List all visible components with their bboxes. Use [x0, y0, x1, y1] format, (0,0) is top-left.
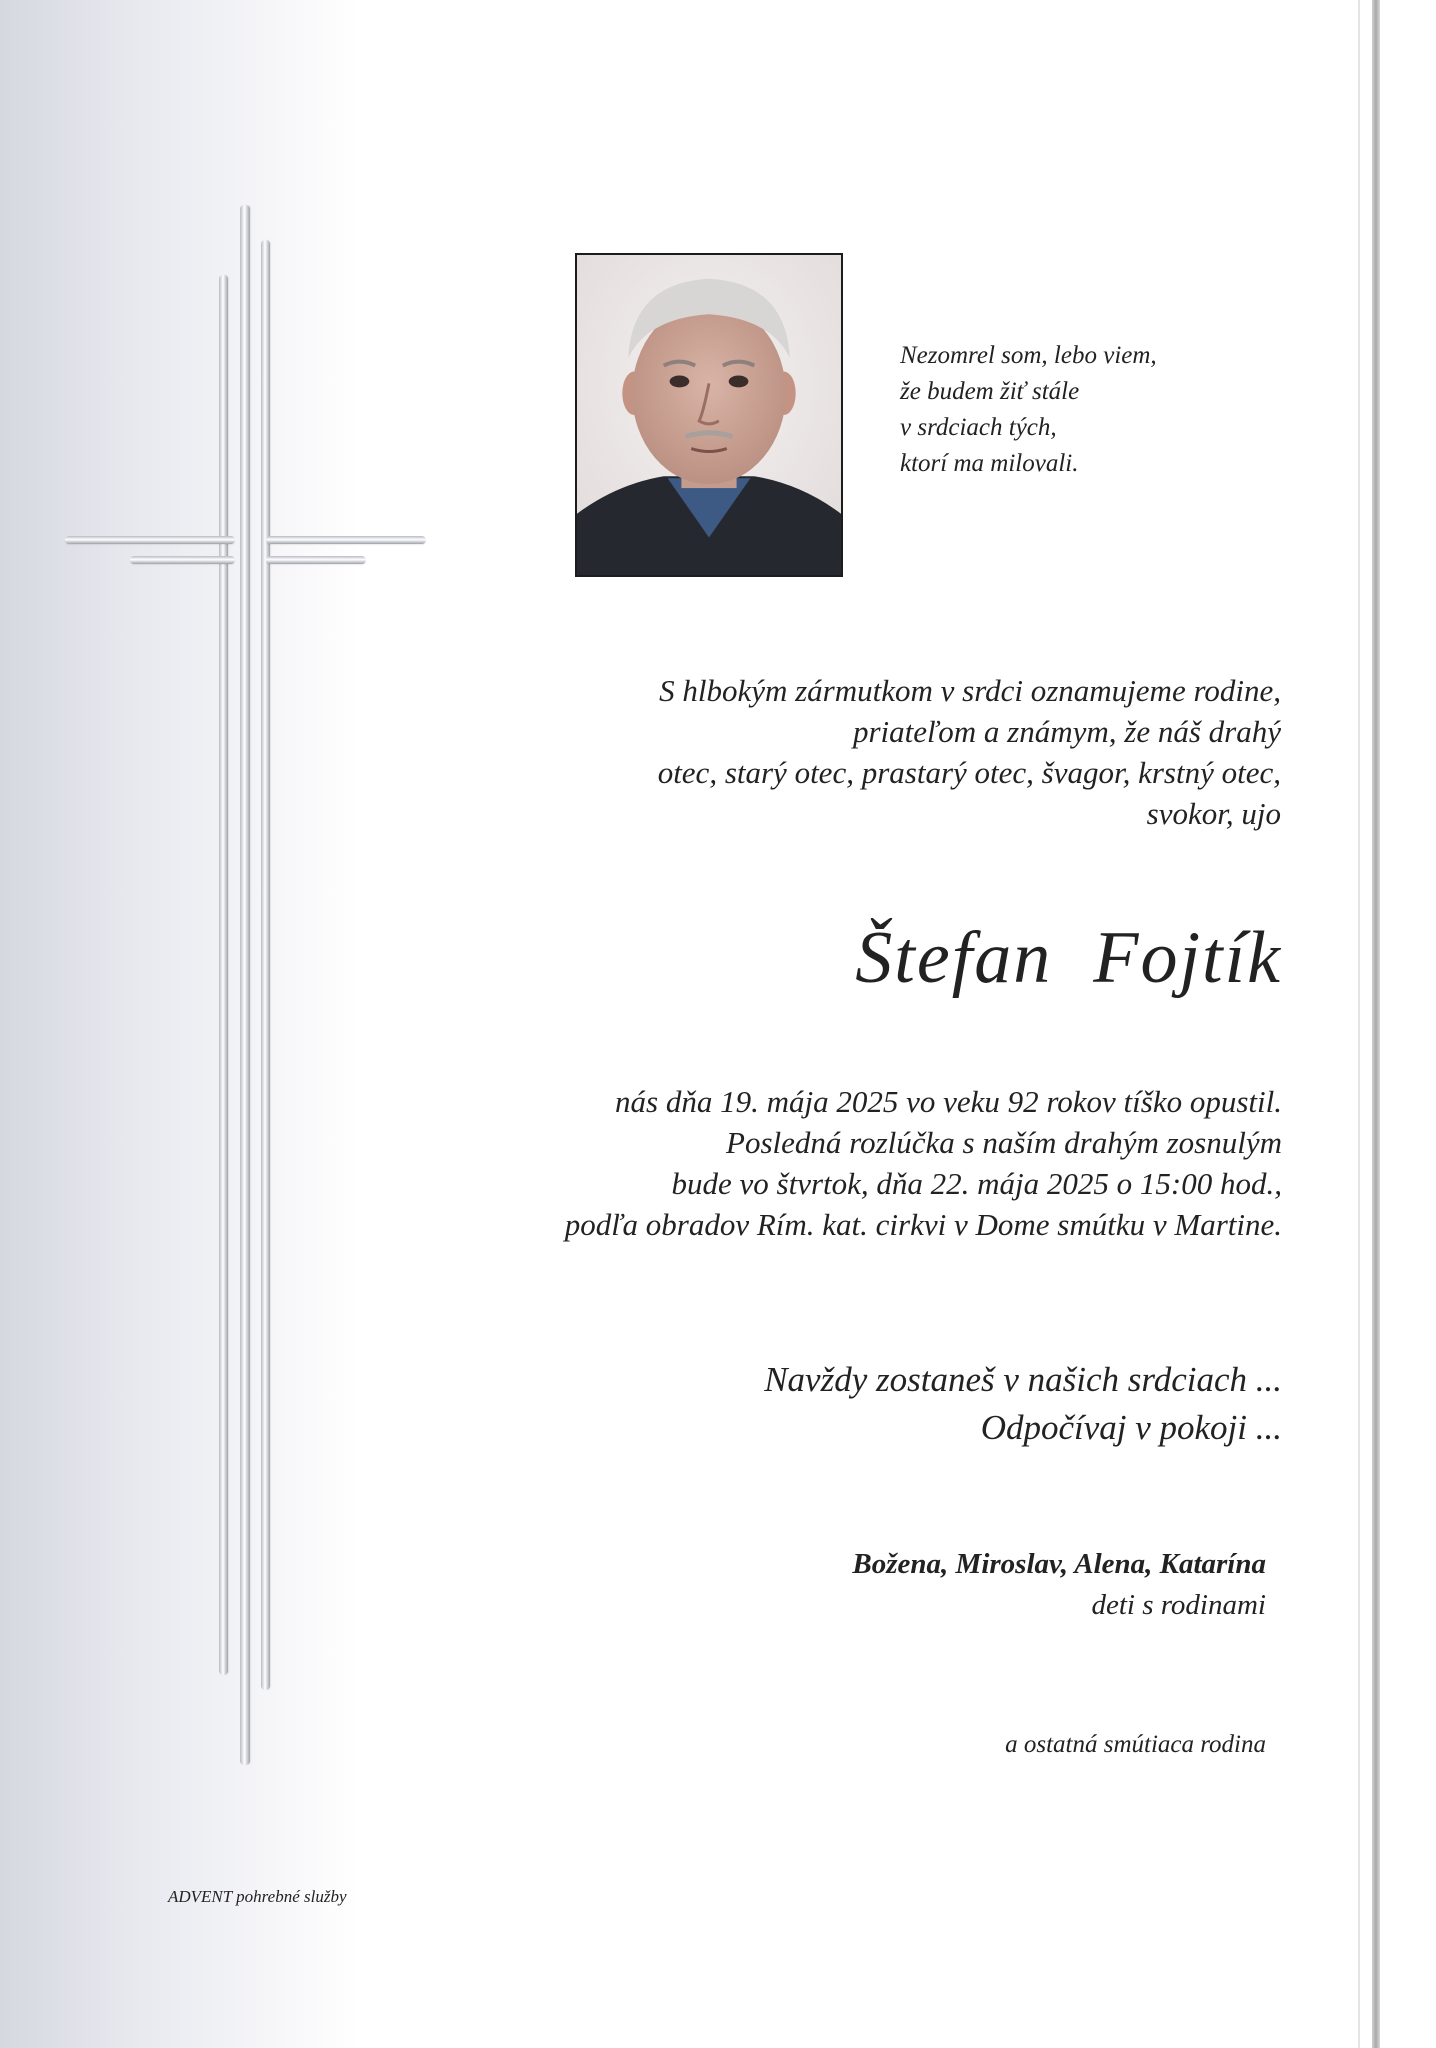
right-edge-line — [1358, 0, 1360, 2048]
family-subtitle: deti s rodinami — [1091, 1589, 1266, 1621]
cross-vertical-left — [219, 275, 228, 1675]
details-line: Posledná rozlúčka s naším drahým zosnulým — [726, 1125, 1282, 1160]
portrait-image — [577, 255, 841, 575]
cross-vertical-right — [261, 240, 270, 1690]
cross-vertical-main — [240, 205, 250, 1765]
cross-horizontal-left-lower — [130, 556, 235, 564]
cross-horizontal-right-lower — [266, 556, 366, 564]
details-line: bude vo štvrtok, dňa 22. mája 2025 o 15:00 hod., — [671, 1166, 1282, 1201]
announcement-line: otec, starý otec, prastarý otec, švagor, krstný otec, — [657, 755, 1281, 790]
announcement-line: S hlbokým zármutkom v srdci oznamujeme rodine, — [659, 673, 1281, 708]
cross-icon — [0, 0, 450, 1800]
details-block — [565, 1081, 1282, 1245]
details-line: podľa obradov Rím. kat. cirkvi v Dome smútku v Martine. — [564, 1207, 1282, 1242]
funeral-service-footer: ADVENT pohrebné služby — [168, 1887, 347, 1906]
announcement-line: priateľom a známym, že náš drahý — [852, 714, 1281, 749]
quote-line: že budem žiť stále — [900, 378, 1080, 405]
quote-line: Nezomrel som, lebo viem, — [900, 342, 1157, 369]
farewell-line: Navždy zostaneš v našich srdciach ... — [764, 1360, 1282, 1399]
cross-horizontal-left-upper — [65, 536, 235, 544]
portrait-photo — [575, 253, 843, 577]
right-edge-bar — [1372, 0, 1380, 2048]
farewell-block — [764, 1356, 1282, 1452]
quote-line: v srdciach tých, — [900, 414, 1057, 441]
farewell-line: Odpočívaj v pokoji ... — [980, 1408, 1282, 1447]
deceased-name: Štefan Fojtík — [855, 917, 1282, 999]
announcement-block — [658, 670, 1281, 834]
cross-horizontal-right-upper — [266, 536, 426, 544]
quote-line: ktorí ma milovali. — [900, 450, 1079, 477]
quote-block — [900, 338, 1245, 482]
family-names: Božena, Miroslav, Alena, Katarína — [852, 1548, 1266, 1580]
announcement-line: svokor, ujo — [1146, 796, 1281, 831]
family-rest: a ostatná smútiaca rodina — [1005, 1731, 1266, 1758]
details-line: nás dňa 19. mája 2025 vo veku 92 rokov tíško opustil. — [615, 1084, 1282, 1119]
